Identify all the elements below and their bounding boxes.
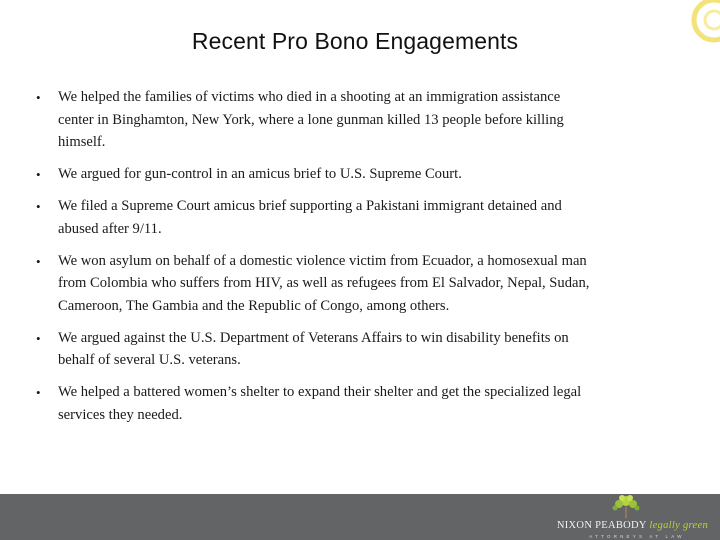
bullet-text: We argued against the U.S. Department of Veterans Affairs to win disability benefits on behalf of several U.S. veterans.: [58, 329, 569, 368]
bullet-item: [36, 86, 596, 154]
tree-logo-icon: [606, 493, 646, 519]
bullet-item: [36, 163, 596, 186]
firm-logo: [548, 494, 708, 540]
bullet-text: We won asylum on behalf of a domestic violence victim from Ecuador, a homosexual man from Colombia who suffers from HIV, as well as refugees from El Salvador, Nepal, Sudan, Cameroon, The Gambia and the Republic of Congo, among others.: [58, 252, 590, 314]
bullet-marker: •: [36, 330, 41, 346]
logo-firm-name: NIXON PEABODY: [556, 520, 647, 531]
bullet-marker: •: [36, 385, 41, 400]
bullet-item: [36, 327, 596, 372]
bullet-text: We filed a Supreme Court amicus brief supporting a Pakistani immigrant detained and abused after 9/11.: [58, 198, 562, 237]
logo-wordmark: [557, 520, 708, 531]
bullet-item: [36, 381, 596, 426]
bullet-marker: •: [36, 167, 41, 182]
bullet-item: [36, 250, 596, 318]
slide-title: Recent Pro Bono Engagements: [191, 28, 519, 54]
bullet-marker: •: [36, 90, 41, 105]
bullet-marker: •: [36, 253, 41, 269]
bullet-item: [36, 195, 596, 240]
logo-subline: ATTORNEYS AT LAW: [589, 534, 685, 539]
bullet-text: We argued for gun-control in an amicus brief to U.S. Supreme Court.: [58, 166, 462, 182]
bullet-list: [36, 86, 596, 436]
bullet-text: We helped the families of victims who died in a shooting at an immigration assistance center in Binghamton, New York, where a lone gunman killed 13 people before killing himself.: [58, 89, 564, 150]
logo-tagline: legally green: [649, 520, 708, 531]
footer-band: [0, 494, 720, 540]
bullet-text: We helped a battered women’s shelter to expand their shelter and get the specialized legal services they needed.: [58, 384, 582, 423]
bullet-marker: •: [36, 199, 41, 214]
